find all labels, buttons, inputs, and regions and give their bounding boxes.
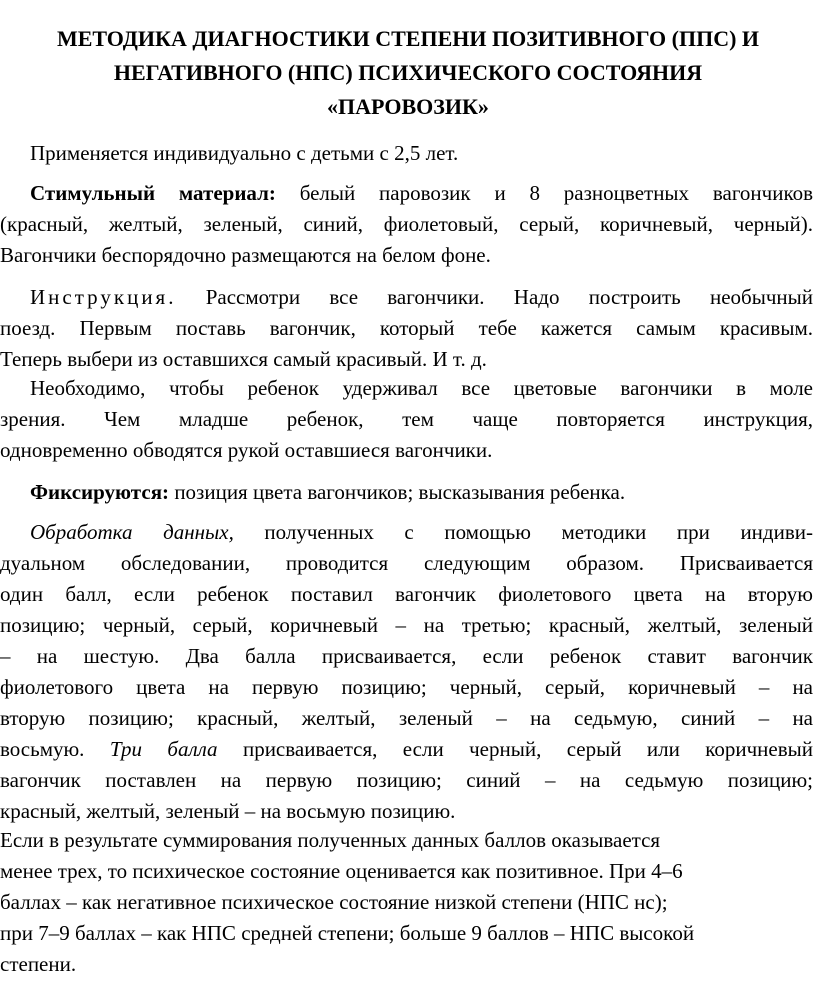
- paragraph-line: менее трех, то психическое состояние оценивается как позитивное. При 4–6: [0, 859, 683, 883]
- instruction-label: Инструкция.: [30, 285, 177, 309]
- paragraph-recorded: [0, 477, 813, 508]
- paragraph-line: красный, желтый, зеленый – на восьмую позицию.: [0, 799, 456, 823]
- paragraph-line: [0, 178, 813, 209]
- paragraph-line: фиолетового цвета на первую позицию; черный, серый, коричневый – на: [0, 675, 813, 699]
- stimulus-label: Стимульный материал:: [30, 181, 276, 205]
- processing-text: полученных с помощью методики при индиви-: [233, 520, 813, 544]
- paragraph-data-processing: [0, 517, 813, 827]
- paragraph-application: [0, 138, 813, 169]
- processing-text: восьмую.: [0, 737, 110, 761]
- paragraph-line: – на шестую. Два балла присваивается, если ребенок ставит вагончик: [0, 644, 813, 668]
- paragraph-line: Применяется индивидуально с детьми с 2,5 лет.: [30, 141, 459, 165]
- paragraph-evaluation: [0, 825, 800, 980]
- processing-text: присваивается, если черный, серый или коричневый: [217, 737, 814, 761]
- paragraph-line: зрения. Чем младше ребенок, тем чаще повторяется инструкция,: [0, 407, 813, 431]
- paragraph-line: [0, 734, 813, 765]
- recorded-text: позиция цвета вагончиков; высказывания ребенка.: [169, 480, 626, 504]
- title-line-2: НЕГАТИВНОГО (НПС) ПСИХИЧЕСКОГО СОСТОЯНИЯ: [113, 60, 703, 85]
- paragraph-line: дуальном обследовании, проводится следующим образом. Присваивается: [0, 551, 813, 575]
- paragraph-line: поезд. Первым поставь вагончик, который тебе кажется самым красивым.: [0, 316, 813, 340]
- paragraph-line: баллах – как негативное психическое состояние низкой степени (НПС нс);: [0, 890, 668, 914]
- paragraph-requirement: [0, 373, 813, 466]
- paragraph-line: Необходимо, чтобы ребенок удерживал все цветовые вагончики в моле: [30, 376, 813, 400]
- paragraph-line: Вагончики беспорядочно размещаются на белом фоне.: [0, 243, 491, 267]
- paragraph-line: вагончик поставлен на первую позицию; синий – на седьмую позицию;: [0, 768, 813, 792]
- recorded-label: Фиксируются:: [30, 480, 170, 504]
- paragraph-line: [0, 282, 813, 313]
- paragraph-line: одновременно обводятся рукой оставшиеся вагончики.: [0, 438, 493, 462]
- paragraph-stimulus-material: [0, 178, 813, 271]
- paragraph-line: степени.: [0, 952, 77, 976]
- title-line-1: МЕТОДИКА ДИАГНОСТИКИ СТЕПЕНИ ПОЗИТИВНОГО (ППС) И: [56, 26, 760, 51]
- paragraph-line: (красный, желтый, зеленый, синий, фиолетовый, серый, коричневый, черный).: [0, 212, 813, 236]
- paragraph-instruction: [0, 282, 813, 375]
- paragraph-line: один балл, если ребенок поставил вагончик фиолетового цвета на вторую: [0, 582, 813, 606]
- document-title: [20, 22, 796, 124]
- paragraph-line: при 7–9 баллах – как НПС средней степени; больше 9 баллов – НПС высокой: [0, 921, 695, 945]
- title-line-3: «ПАРОВОЗИК»: [327, 94, 489, 119]
- paragraph-line: [0, 477, 813, 508]
- paragraph-line: Теперь выбери из оставшихся самый красивый. И т. д.: [0, 347, 487, 371]
- paragraph-line: [0, 517, 813, 548]
- instruction-text: Рассмотри все вагончики. Надо построить необычный: [176, 285, 813, 309]
- processing-label: Обработка данных,: [30, 520, 234, 544]
- paragraph-line: вторую позицию; красный, желтый, зеленый – на седьмую, синий – на: [0, 706, 813, 730]
- paragraph-line: позицию; черный, серый, коричневый – на третью; красный, желтый, зеленый: [0, 613, 813, 637]
- three-points-label: Три балла: [109, 737, 218, 761]
- paragraph-line: Если в результате суммирования полученных данных баллов оказывается: [0, 828, 661, 852]
- stimulus-text: белый паровозик и 8 разноцветных вагончиков: [275, 181, 813, 205]
